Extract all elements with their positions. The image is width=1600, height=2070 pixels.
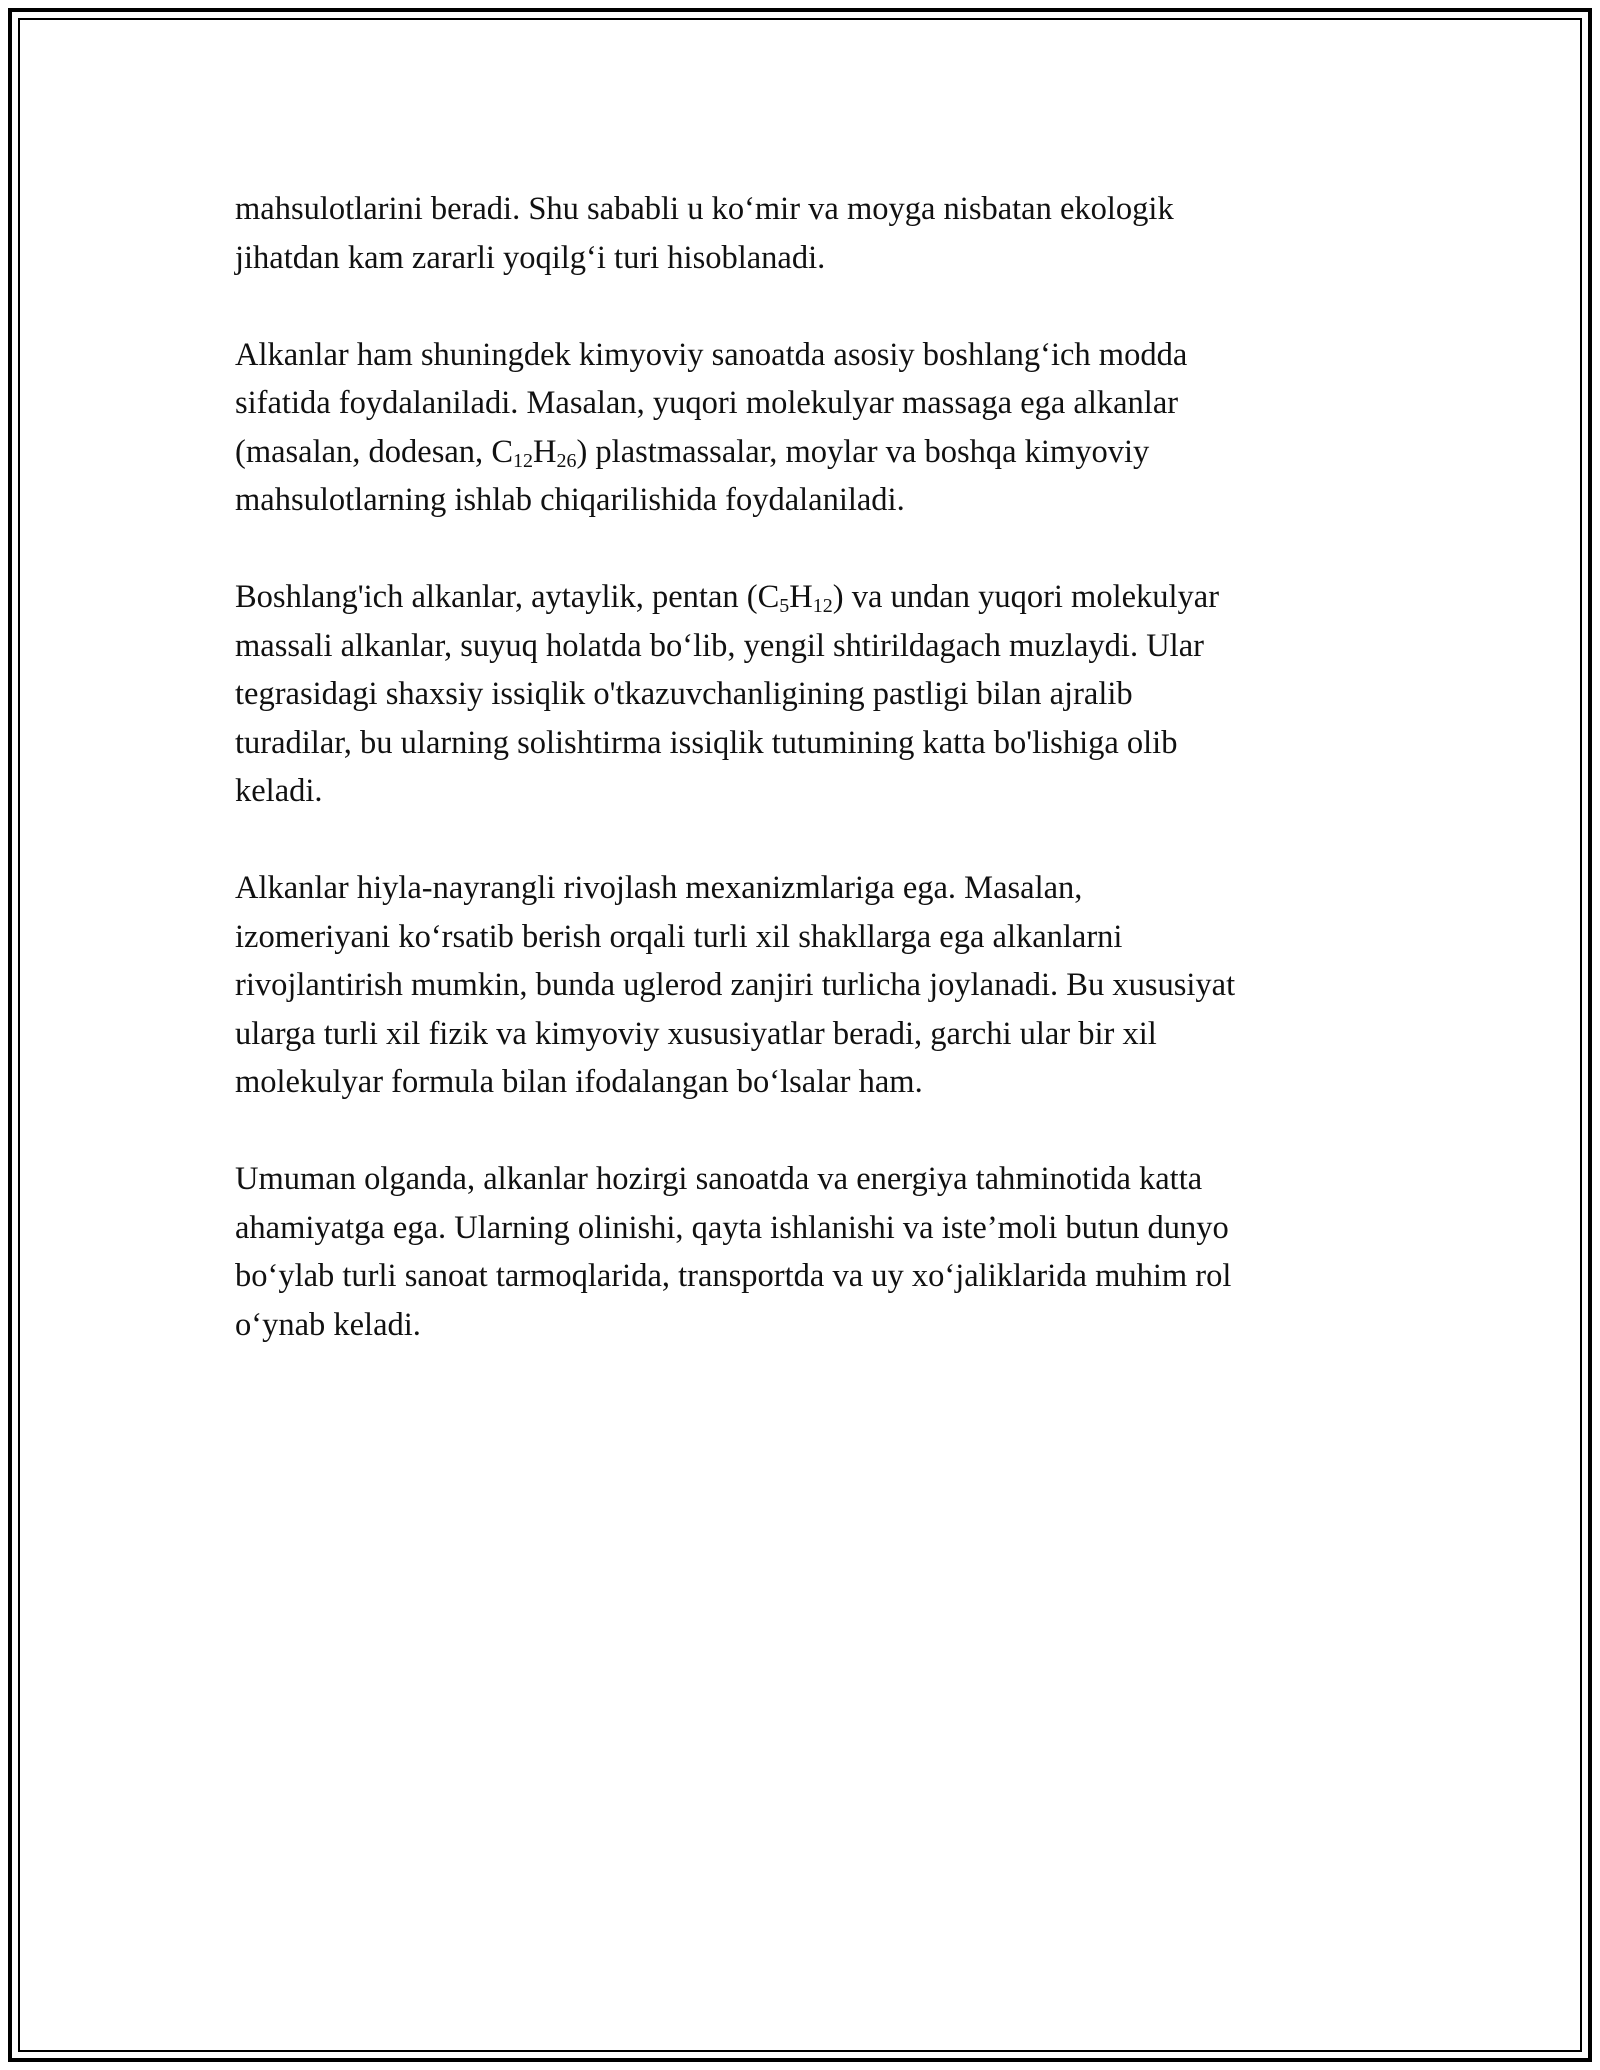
paragraph-1: mahsulotlarini beradi. Shu sababli u ko‘mir va moyga nisbatan ekologik jihatdan kam zararli yoqilg‘i turi hisoblanadi.: [235, 191, 1174, 276]
formula-element: C: [491, 433, 513, 470]
formula-element: H: [533, 433, 557, 470]
formula-pentane: [758, 579, 833, 615]
paragraph-2: [235, 331, 1375, 525]
paragraph-5: Umuman olganda, alkanlar hozirgi sanoatda va energiya tahminotida katta ahamiyatga ega. Ularning olinishi, qayta ishlanishi va iste’moli butun dunyo bo‘ylab turli sanoat tarmoqlarida, transportda va uy xo‘jaliklarida muhim rol o‘ynab keladi.: [235, 1161, 1232, 1343]
paragraph-4: Alkanlar hiyla-nayrangli rivojlash mexanizmlariga ega. Masalan, izomeriyani ko‘rsatib berish orqali turli xil shakllarga ega alkanlarni rivojlantirish mumkin, bunda uglerod zanjiri turlicha joylanadi. Bu xususiyat ularga turli xil fizik va kimyoviy xususiyatlar beradi, garchi ular bir xil molekulyar formula bilan ifodalangan bo‘lsalar ham.: [235, 870, 1236, 1100]
document-body: [235, 185, 1375, 1398]
formula-dodecane: [491, 434, 576, 470]
paragraph-3: [235, 573, 1375, 816]
formula-element: C: [757, 579, 780, 615]
formula-subscript: 12: [513, 449, 533, 472]
paragraph-3-text-after: ) va undan yuqori molekulyar massali alkanlar, suyuq holatda bo‘lib, yengil shtirildagach muzlaydi. Ular tegrasidagi shaxsiy issiqlik o'tkazuvchanligining pastligi bilan ajralib turadilar, bu ularning solishtirma issiqlik tutumining katta bo'lishiga olib keladi.: [235, 579, 1220, 809]
formula-element: H: [789, 579, 813, 615]
formula-subscript: 5: [779, 595, 790, 617]
formula-subscript: 12: [812, 595, 833, 617]
paragraph-2-text-after: ) plastmassalar, moylar va boshqa kimyoviy mahsulotlarning ishlab chiqarilishida foydalaniladi.: [235, 433, 1150, 518]
formula-subscript: 26: [556, 449, 577, 472]
paragraph-2-text-before: Alkanlar ham shuningdek kimyoviy sanoatda asosiy boshlang‘ich modda sifatida foydalaniladi. Masalan, yuqori molekulyar massaga ega alkanlar (masalan, dodesan,: [235, 336, 1188, 470]
paragraph-3-text-before: Boshlang'ich alkanlar, aytaylik, pentan (: [235, 579, 758, 615]
